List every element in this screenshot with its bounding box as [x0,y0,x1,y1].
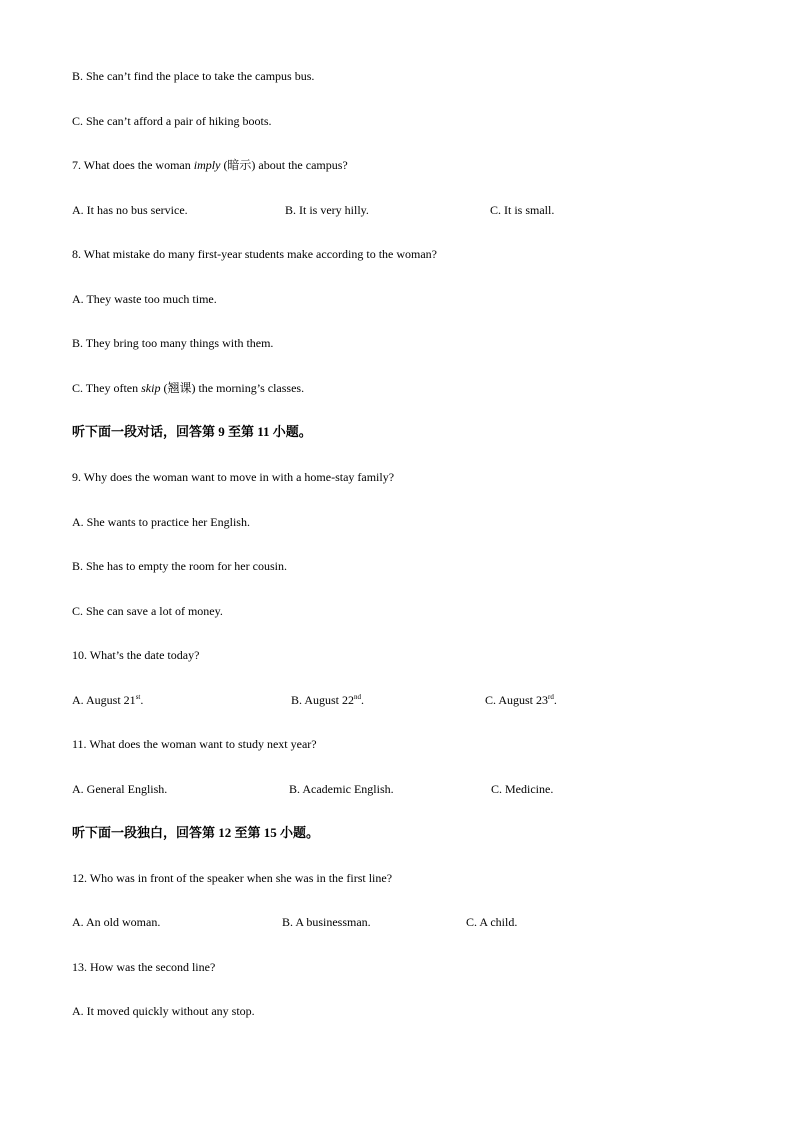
question-11: 11. What does the woman want to study next year? [72,737,317,751]
q12-option-a: A. An old woman. [72,915,161,929]
question-10: 10. What’s the date today? [72,648,200,662]
q9-option-a: A. She wants to practice her English. [72,515,250,529]
q13-option-a: A. It moved quickly without any stop. [72,1004,255,1018]
section-heading-monologue: 听下面一段独白，回答第 12 至第 15 小题。 [72,825,320,840]
question-13: 13. How was the second line? [72,960,216,974]
q10-option-b: B. August 22nd. [291,693,365,707]
question-11-options [72,781,722,797]
q8-option-c-text-end: (翘课) the morning’s classes. [160,381,305,395]
q10-option-a: A. August 21st. [72,693,144,707]
question-7-text-end: (暗示) about the campus? [220,158,348,172]
q8-option-a: A. They waste too much time. [72,292,217,306]
q9-option-b: B. She has to empty the room for her cousin. [72,559,287,573]
q11-option-c: C. Medicine. [491,782,554,796]
q9-option-c: C. She can save a lot of money. [72,604,223,618]
question-8: 8. What mistake do many first-year students make according to the woman? [72,247,438,261]
q11-option-a: A. General English. [72,782,168,796]
q11-option-b: B. Academic English. [289,782,394,796]
q8-option-c-keyword: skip [141,381,161,395]
q7-option-a: A. It has no bus service. [72,203,188,217]
section-heading-dialogue: 听下面一段对话，回答第 9 至第 11 小题。 [72,424,312,439]
q6-option-c: C. She can’t afford a pair of hiking boots. [72,114,272,128]
question-7-text: 7. What does the woman [72,158,194,172]
question-10-options [72,692,722,708]
question-7-options [72,202,722,218]
question-7 [72,157,348,173]
q10-option-c: C. August 23rd. [485,693,557,707]
question-9: 9. Why does the woman want to move in with a home-stay family? [72,470,395,484]
question-12: 12. Who was in front of the speaker when she was in the first line? [72,871,393,885]
question-12-options [72,914,722,930]
q6-option-b: B. She can’t find the place to take the campus bus. [72,69,315,83]
q7-option-c: C. It is small. [490,203,555,217]
q8-option-b: B. They bring too many things with them. [72,336,274,350]
question-7-keyword: imply [193,158,221,172]
q7-option-b: B. It is very hilly. [285,203,369,217]
q8-option-c-text: C. They often [72,381,142,395]
q12-option-b: B. A businessman. [282,915,371,929]
q8-option-c [72,380,304,396]
q12-option-c: C. A child. [466,915,518,929]
